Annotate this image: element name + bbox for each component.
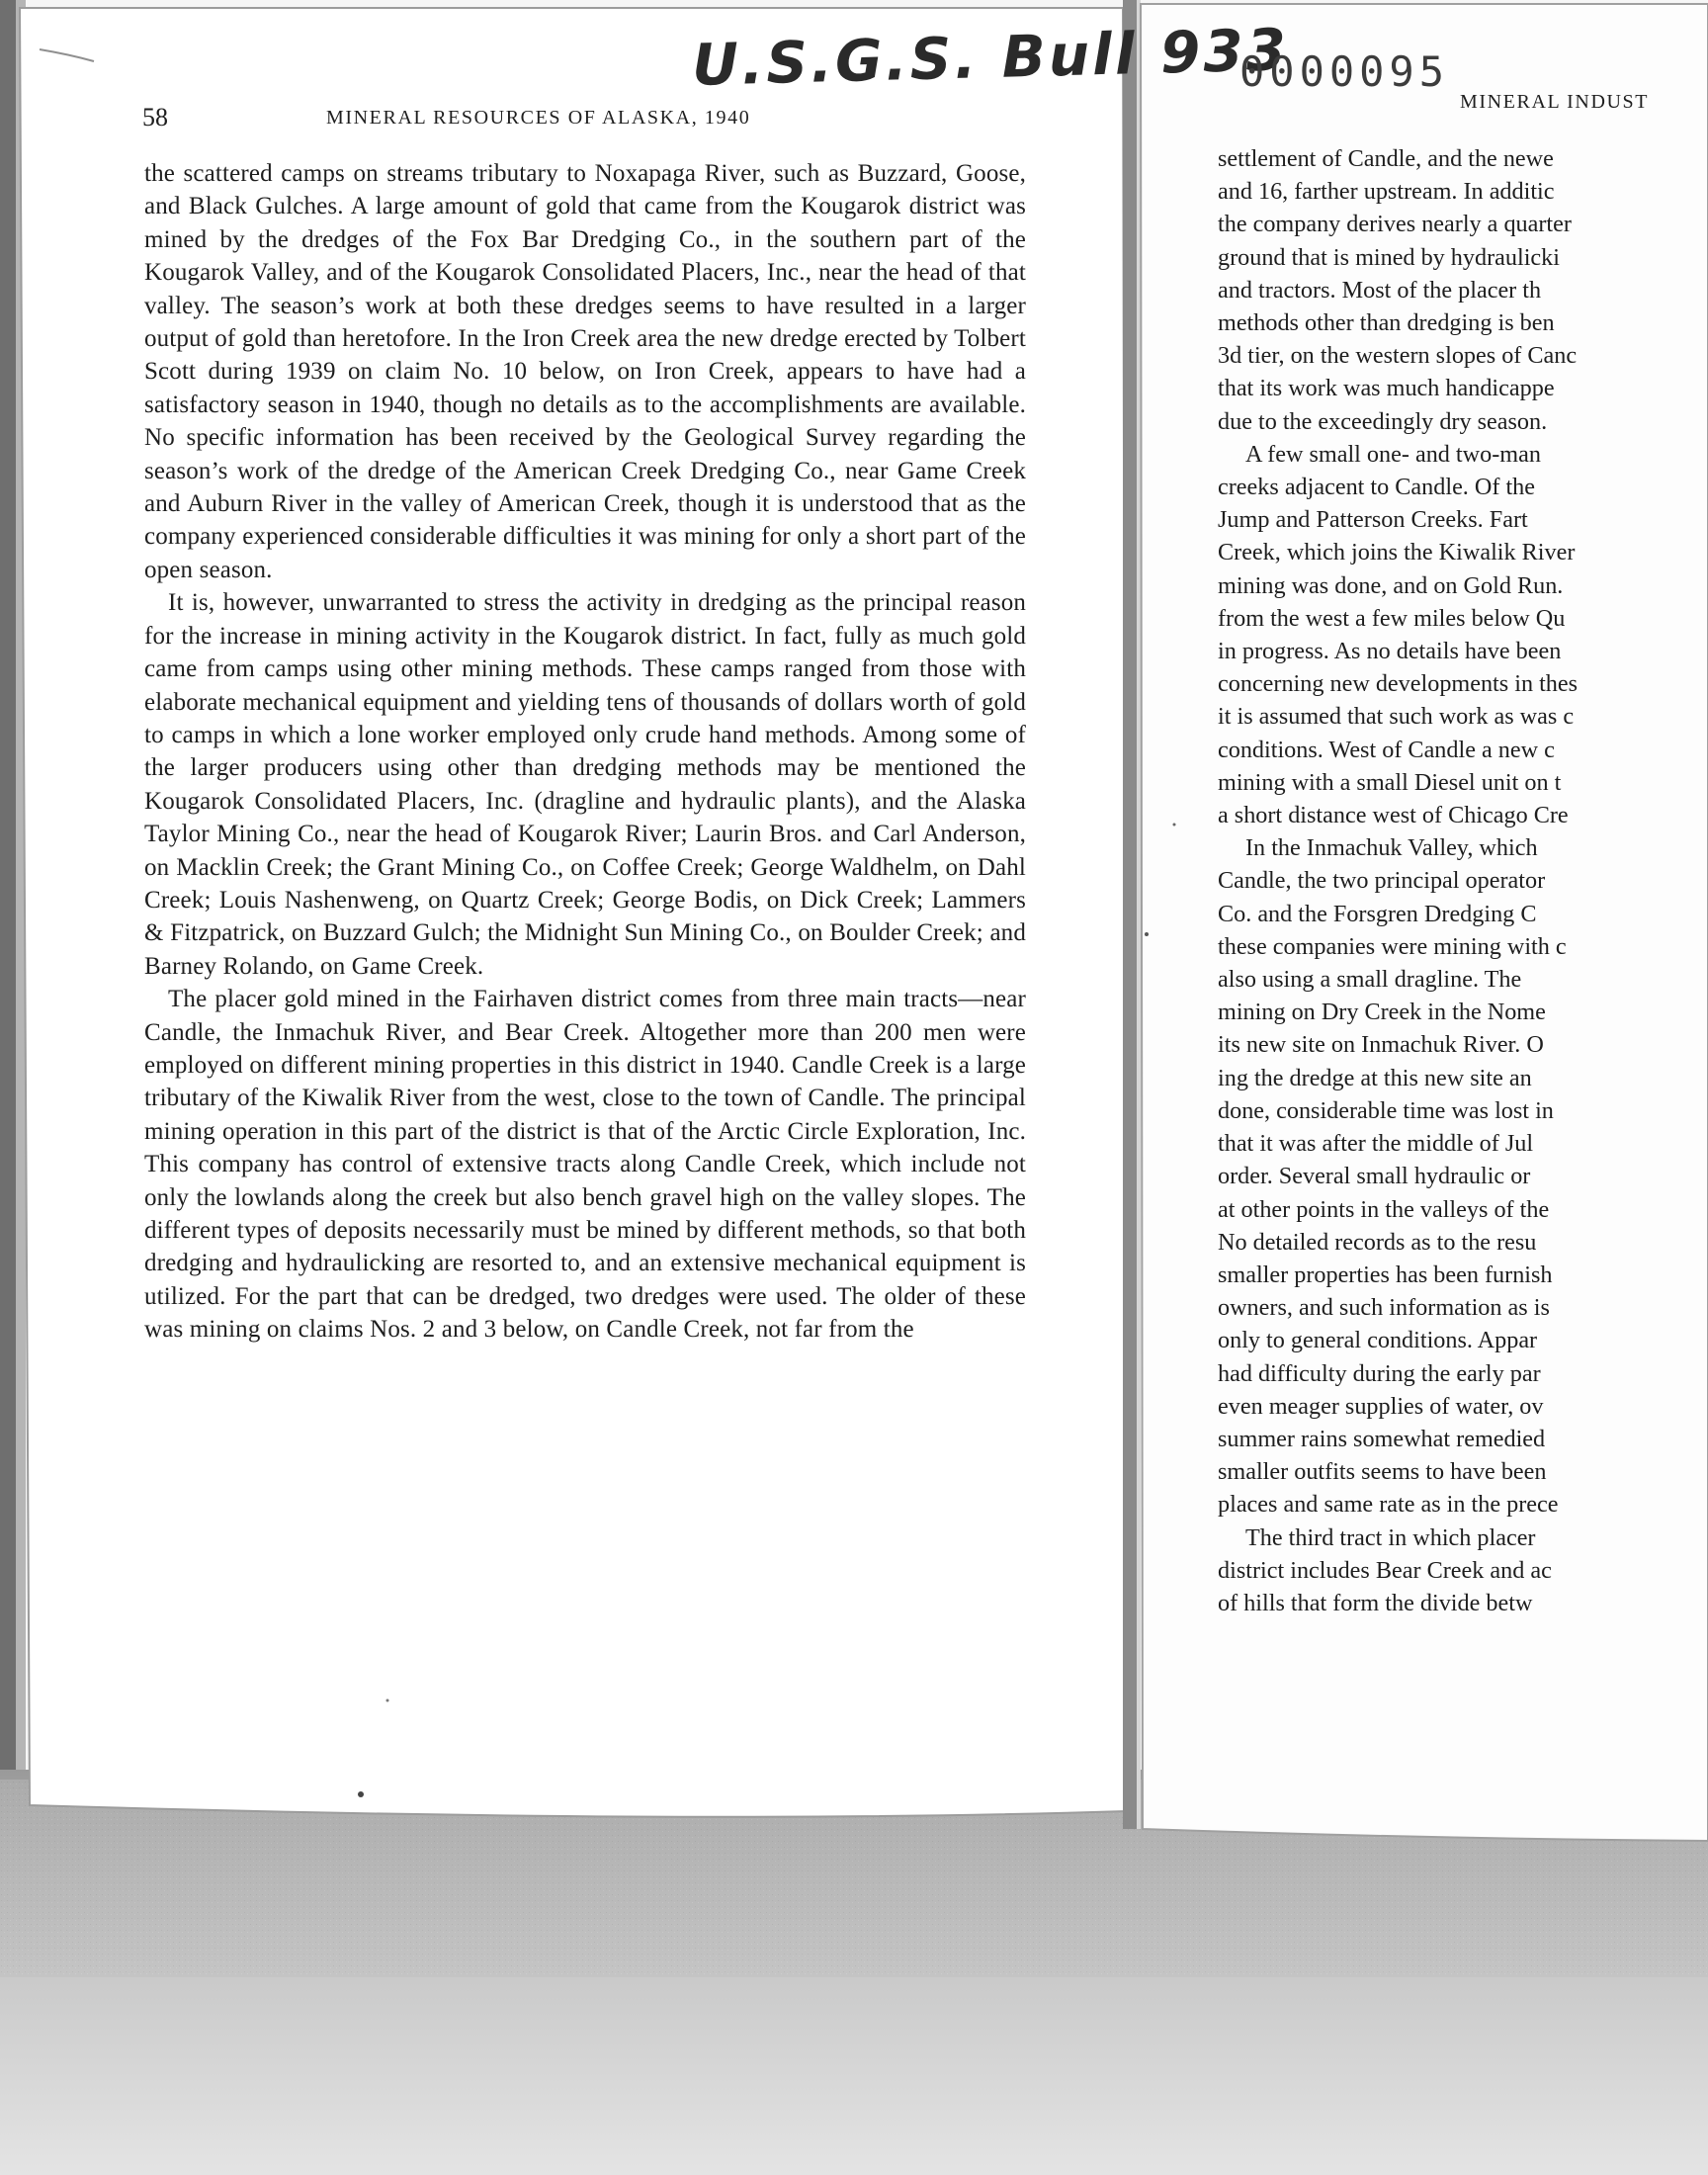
right-page-body [1218,142,1674,1685]
right-page-line: its new site on Inmachuk River. O [1218,1031,1544,1059]
right-page-line: due to the exceedingly dry season. [1218,407,1548,435]
page-number: 58 [142,103,168,131]
paragraph-2: It is, however, unwarranted to stress the activity in dredging as the principal reason for the increase in mining activity in the Kougarok district. In fact, fully as much gold came from camps using other mining methods. These camps ranged from those with elaborate mechanical equipment and yielding tens of thousands of dollars worth of gold to camps in which a lone worker employed only crude hand methods. Among some of the larger producers using other than dredging methods may be mentioned the Kougarok Consolidated Placers, Inc. (dragline and hydraulic plants), and the Alaska Taylor Mining Co., near the head of Kougarok River; Laurin Bros. and Carl Anderson, on Macklin Creek; the Grant Mining Co., on Coffee Creek; George Waldhelm, on Dahl Creek; Louis Nashenweng, on Quartz Creek; George Bodis, on Dick Creek; Lammers & Fitzpatrick, on Buzzard Gulch; the Midnight Sun Mining Co., on Boulder Creek; and Barney Rolando, on Game Creek. [144,589,1026,980]
right-page-line: creeks adjacent to Candle. Of the [1218,474,1536,501]
right-page-line: also using a small dragline. The [1218,966,1522,994]
right-page-line: ing the dredge at this new site an [1218,1064,1532,1091]
right-page-line: the company derives nearly a quarter [1218,211,1572,238]
right-page-line: In the Inmachuk Valley, which [1245,834,1538,862]
stamp-number: 0000095 [1239,47,1450,96]
right-page-line: a short distance west of Chicago Cre [1218,802,1569,829]
handwritten-reference: U.S.G.S. Bull 933 [691,16,1290,99]
right-page-line: that its work was much handicappe [1218,375,1555,402]
right-page-line: of hills that form the divide betw [1218,1589,1533,1616]
right-page-line: The third tract in which placer [1245,1523,1536,1551]
right-page-line: places and same rate as in the prece [1218,1491,1559,1519]
right-page-line: it is assumed that such work as was c [1218,703,1575,731]
right-page-line: district includes Bear Creek and ac [1218,1556,1552,1584]
right-page-line: order. Several small hydraulic or [1218,1163,1531,1190]
right-page-line: Jump and Patterson Creeks. Fart [1218,506,1528,534]
right-page-line: settlement of Candle, and the newe [1218,145,1554,172]
right-page-line: at other points in the valleys of the [1218,1195,1550,1223]
right-page-line: mining with a small Diesel unit on t [1218,768,1562,796]
right-page-line: even meager supplies of water, ov [1218,1392,1544,1420]
right-page-line: No detailed records as to the resu [1218,1228,1537,1256]
right-page-line: smaller properties has been furnish [1218,1261,1553,1288]
right-page-line: summer rains somewhat remedied [1218,1425,1546,1452]
paragraph-1: the scattered camps on streams tributary to Noxapaga River, such as Buzzard, Goose, and Black Gulches. A large amount of gold that came from the Kougarok district was mined by the dredges of the Fox Bar Dredging Co., in the southern part of the Kougarok Valley, and of the Kougarok Consolidated Placers, Inc., near the head of that valley. The season’s work at both these dredges seems to have resulted in a larger output of gold than heretofore. In the Iron Creek area the new dredge erected by Tolbert Scott during 1939 on claim No. 10 below, on Iron Creek, appears to have had a satisfactory season in 1940, though no details as to the accomplishments are available. No specific information has been received by the Geological Survey regarding the season’s work of the dredge of the American Creek Dredging Co., near Game Creek and Auburn River in the valley of American Creek, though it is understood that as the company experienced considerable difficulties it was mining for only a short part of the open season. [144,160,1026,583]
right-page-line: smaller outfits seems to have been [1218,1458,1547,1486]
right-page-line: from the west a few miles below Qu [1218,604,1566,632]
right-page-line: Co. and the Forsgren Dredging C [1218,900,1537,927]
right-page-line: and tractors. Most of the placer th [1218,276,1542,304]
right-page-line: mining was done, and on Gold Run. [1218,571,1564,599]
running-head-right: MINERAL INDUST [1460,91,1650,113]
right-page-line: 3d tier, on the western slopes of Canc [1218,342,1578,370]
right-page-line: conditions. West of Candle a new c [1218,736,1555,763]
right-page-line: concerning new developments in thes [1218,670,1579,698]
left-page-body [144,157,1026,1347]
right-page-line: Creek, which joins the Kiwalik River [1218,539,1576,566]
right-page-line: that it was after the middle of Jul [1218,1130,1534,1158]
right-page-line: and 16, farther upstream. In additic [1218,178,1555,206]
right-page-line: ground that is mined by hydraulicki [1218,243,1560,271]
right-page-line: methods other than dredging is ben [1218,309,1555,337]
right-page-line: mining on Dry Creek in the Nome [1218,999,1546,1026]
right-page-line: these companies were mining with c [1218,932,1567,960]
running-head-left: MINERAL RESOURCES OF ALASKA, 1940 [326,107,751,129]
right-page-line: done, considerable time was lost in [1218,1096,1554,1124]
right-page-line: Candle, the two principal operator [1218,867,1546,895]
right-page-line: in progress. As no details have been [1218,638,1562,665]
right-page-line: only to general conditions. Appar [1218,1327,1538,1354]
right-page-line: had difficulty during the early par [1218,1359,1541,1387]
right-page-line: owners, and such information as is [1218,1294,1550,1322]
paragraph-3: The placer gold mined in the Fairhaven district comes from three main tracts—near Candle, the Inmachuk River, and Bear Creek. Altogether more than 200 men were employed on different mining properties in this district in 1940. Candle Creek is a large tributary of the Kiwalik River from the west, close to the town of Candle. The principal mining operation in this part of the district is that of the Arctic Circle Exploration, Inc. This company has control of extensive tracts along Candle Creek, which include not only the lowlands along the creek but also bench gravel high on the valley slopes. The different types of deposits necessarily must be mined by different methods, so that both dredging and hydraulicking are resorted to, and an extensive mechanical equipment is utilized. For the part that can be dredged, two dredges were used. The older of these was mining on claims Nos. 2 and 3 below, on Candle Creek, not far from the [144,986,1026,1344]
right-page-line: A few small one- and two-man [1245,440,1541,468]
